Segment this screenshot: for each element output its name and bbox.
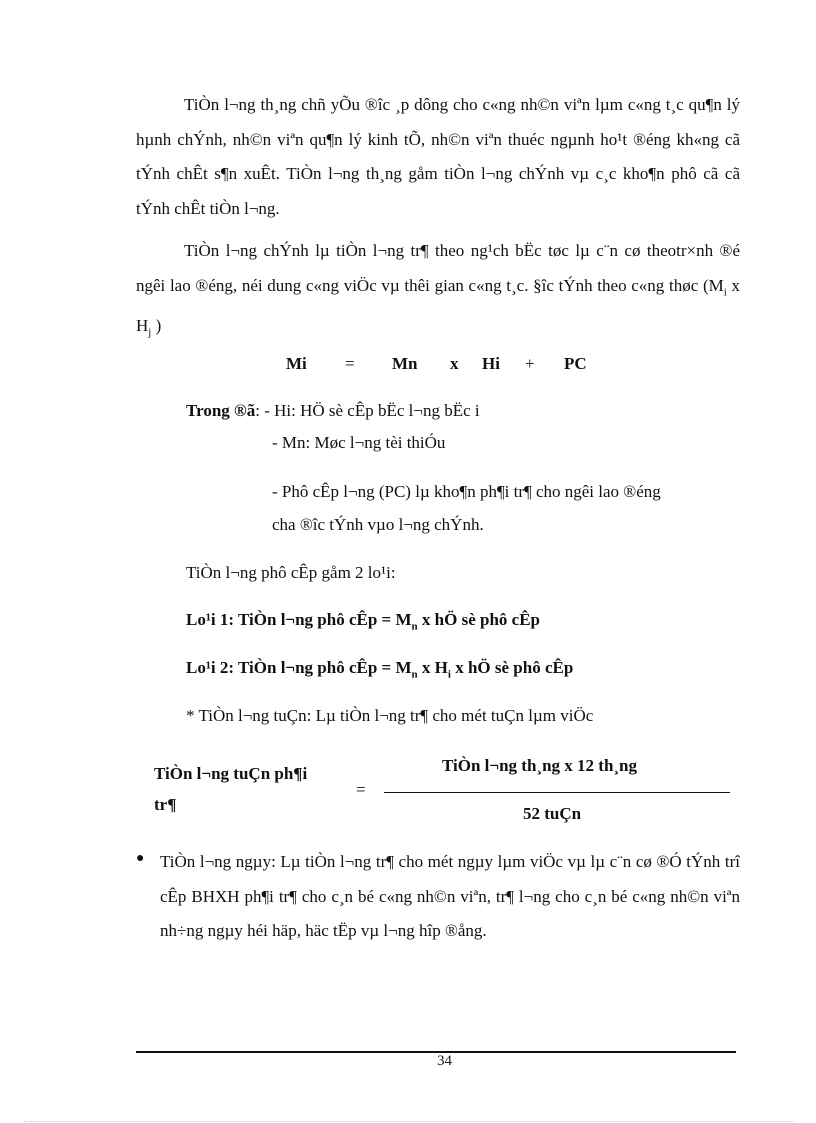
- fraction-bar: [384, 792, 730, 793]
- daily-wage-text: TiÒn l¬ng ngµy: Lµ tiÒn l¬ng tr¶ cho mét ngµy lµm viÖc vµ lµ c¨n cø ®Ó tÝnh trî cÊp BHXH ph¶i tr¶ cho c¸n bé c«ng nh©n viªn, tr¶ l¬ng cho c¸n bé c«ng nh©n viªn nh÷ng ngµy héi häp, häc tËp vµ l¬ng hîp ®ång.: [160, 852, 740, 940]
- paragraph-text-mid: x H: [136, 275, 740, 336]
- allowance-type-2-mid: x H: [417, 658, 448, 677]
- allowance-type-2-end: x hÖ sè phô cÊp: [450, 658, 574, 677]
- footer-rule: [136, 1051, 736, 1053]
- allowance-type-1-text: Lo¹i 1: TiÒn l¬ng phô cÊp = M: [186, 610, 412, 629]
- formula-plus: +: [525, 354, 535, 373]
- page-number: 34: [437, 1053, 452, 1069]
- definition-hi: [186, 401, 480, 421]
- formula-equals: =: [345, 354, 355, 373]
- subscript-i: i: [447, 668, 451, 681]
- formula-times: x: [450, 354, 459, 373]
- formula-mi: Mi: [286, 354, 307, 373]
- weekly-formula-equals: =: [356, 780, 366, 799]
- subscript-j: j: [148, 326, 152, 339]
- weekly-wage-label-line2: tr¶: [154, 795, 177, 814]
- definition-pc-line2: cha ®îc tÝnh vµo l¬ng chÝnh.: [272, 515, 484, 534]
- definition-pc-line1: - Phô cÊp l¬ng (PC) lµ kho¶n ph¶i tr¶ cho ngêi lao ®éng: [272, 482, 661, 501]
- subscript-n: n: [411, 668, 418, 681]
- formula-mn: Mn: [392, 354, 418, 373]
- allowance-type-2-text: Lo¹i 2: TiÒn l¬ng phô cÊp = M: [186, 658, 412, 677]
- bullet-icon: ●: [136, 851, 145, 866]
- where-label: Trong ®ã: [186, 401, 256, 420]
- hi-definition: : - Hi: HÖ sè cÊp bËc l¬ng bËc i: [255, 401, 480, 420]
- page-edge-divider: [24, 1121, 794, 1122]
- paragraph-text: TiÒn l¬ng chÝnh lµ tiÒn l¬ng tr¶ theo ng¹ch bËc tøc lµ c¨n cø theotr×nh ®é ngêi lao ®éng, néi dung c«ng viÖc vµ thêi gian c«ng t¸c. §îc tÝnh theo c«ng thøc (M: [136, 241, 740, 295]
- daily-wage-paragraph: [160, 845, 740, 949]
- subscript-n: n: [411, 620, 418, 633]
- allowance-intro: TiÒn l¬ng phô cÊp gåm 2 lo¹i:: [186, 563, 396, 582]
- subscript-i: i: [723, 285, 727, 298]
- formula-hi: Hi: [482, 354, 500, 373]
- allowance-type-1-end: x hÖ sè phô cÊp: [417, 610, 541, 629]
- weekly-formula-denominator: 52 tuÇn: [523, 804, 582, 823]
- allowance-type-2: [186, 658, 573, 680]
- paragraph-main-wage: [136, 234, 740, 350]
- formula-pc: PC: [564, 354, 587, 373]
- paragraph-text: TiÒn l¬ng th¸ng chñ yÕu ®îc ¸p dông cho c«ng nh©n viªn lµm c«ng t¸c qu¶n lý hµnh chÝnh, nh©n viªn qu¶n lý kinh tÕ, nh©n viªn thuéc ngµnh ho¹t ®éng kh«ng cã tÝnh chÊt s¶n xuÊt. TiÒn l¬ng th¸ng gåm tiÒn l¬ng chÝnh vµ c¸c kho¶n phô cã cã tÝnh chÊt tiÒn l¬ng.: [136, 95, 740, 218]
- weekly-wage-note: * TiÒn l¬ng tuÇn: Lµ tiÒn l¬ng tr¶ cho mét tuÇn lµm viÖc: [186, 706, 594, 725]
- weekly-formula-numerator: TiÒn l¬ng th¸ng x 12 th¸ng: [442, 756, 638, 775]
- allowance-type-1: [186, 610, 540, 632]
- weekly-wage-label-line1: TiÒn l¬ng tuÇn ph¶i: [154, 764, 308, 783]
- paragraph-monthly-wage: [136, 88, 740, 226]
- paragraph-text-end: ): [151, 316, 162, 336]
- definition-mn: - Mn: Møc l¬ng tèi thiÓu: [272, 433, 446, 452]
